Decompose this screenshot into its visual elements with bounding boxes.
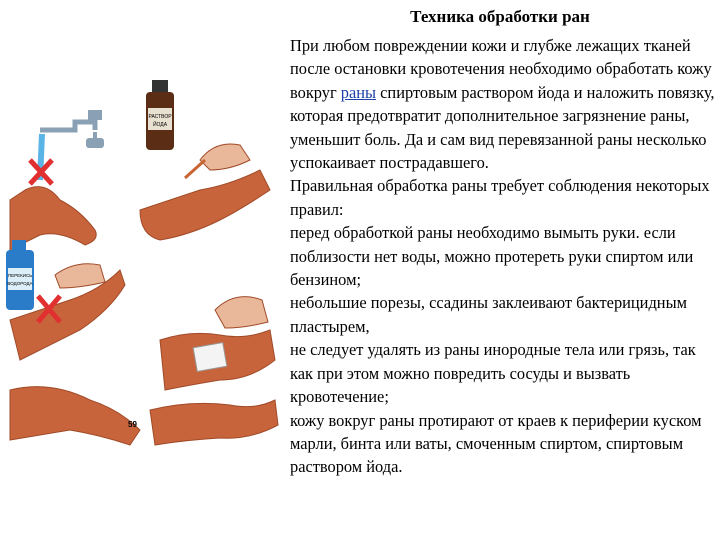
page-number: 59 bbox=[128, 420, 137, 429]
rule-item: перед обработкой раны необходимо вымыть руки. если поблизости нет воды, можно протереть руки спиртом или бензином; bbox=[290, 223, 694, 290]
rule-item: небольшие порезы, ссадины заклеивают бактерицидным пластырем, bbox=[290, 293, 687, 336]
peroxide-label-line1: ПЕРЕКИСЬ bbox=[7, 273, 33, 278]
cloth-hand bbox=[55, 264, 105, 288]
rule-item: не следует удалять из раны инородные тела или грязь, так как при этом можно повредить сосуды и вызвать кровотечение; bbox=[290, 340, 696, 407]
swab-stick bbox=[185, 160, 205, 178]
iodine-label-line1: РАСТВОР bbox=[148, 114, 172, 120]
intro-text-after: спиртовым раствором йода и наложить повязку, которая предотвратит дополнительное загрязнение раны, уменьшит боль. Да и сам вид перевязанной раны несколько успокаивает пострадавшего. bbox=[290, 82, 715, 173]
peroxide-label-line2: ВОДОРОДА bbox=[7, 281, 33, 286]
iodine-bottle-icon bbox=[146, 80, 174, 150]
wound-care-illustration bbox=[0, 60, 280, 470]
tap-icon bbox=[40, 110, 104, 180]
intro-text-before: При любом повреждении кожи и глубже лежащих тканей после остановки кровотечения необходимо обработать кожу вокруг bbox=[290, 36, 712, 102]
swab-hand bbox=[200, 144, 250, 170]
arm-lower-right bbox=[150, 400, 278, 445]
bandage-hand bbox=[215, 297, 268, 328]
wound-link[interactable]: раны bbox=[340, 82, 377, 102]
page-title: Техника обработки ран bbox=[410, 7, 590, 26]
rule-item: кожу вокруг раны протирают от краев к периферии куском марли, бинта или ваты, смоченным спиртом, спиртовым раствором йода. bbox=[290, 410, 702, 477]
bandage-icon bbox=[193, 343, 227, 372]
peroxide-bottle-icon bbox=[6, 240, 34, 310]
arm-bottom bbox=[10, 387, 140, 445]
arm-iodine bbox=[140, 170, 270, 240]
rules-intro: Правильная обработка раны требует соблюдения некоторых правил: bbox=[290, 176, 710, 219]
body-text bbox=[290, 34, 718, 479]
iodine-label-line2: ЙОДА bbox=[152, 122, 168, 128]
intro-paragraph bbox=[290, 34, 718, 174]
